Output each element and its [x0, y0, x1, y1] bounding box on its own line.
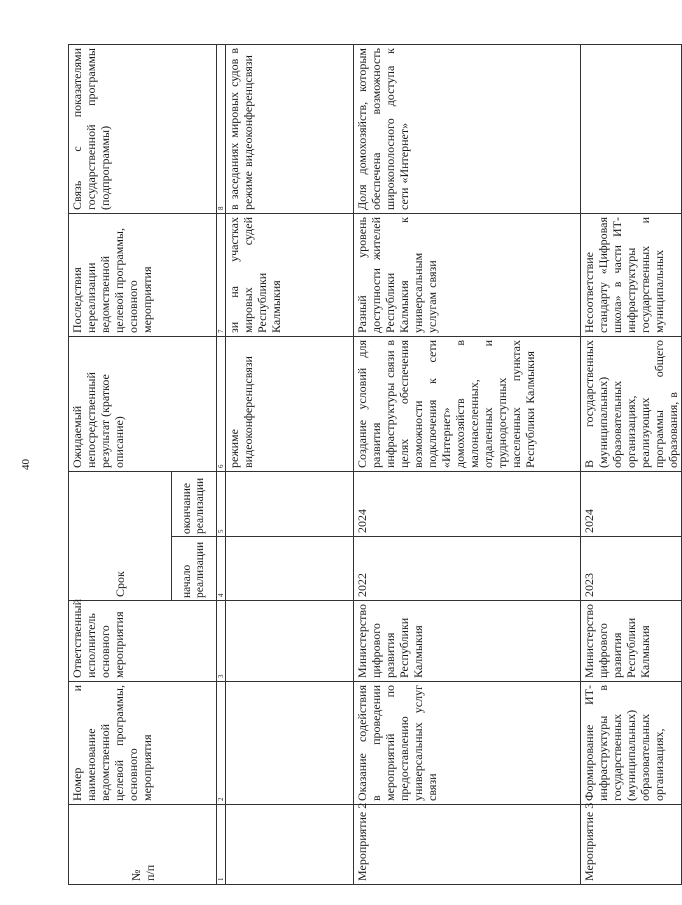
- col-number: 2: [217, 682, 226, 805]
- row-num: Мероприятие 2: [354, 805, 581, 885]
- col-number: 1: [217, 805, 226, 885]
- header-responsible: Ответственный исполнитель основного мероприятия: [69, 601, 217, 682]
- row-responsible: Министерство цифрового развития Республики Калмыкия: [354, 601, 581, 682]
- header-consequences: Последствия нереализации ведомственной целевой программы, основного мероприятия: [69, 214, 217, 337]
- row-end: 2024: [354, 472, 581, 537]
- header-row: [69, 45, 172, 885]
- header-end: окончание реализации: [172, 472, 217, 537]
- row-link: Доля домохозяйств, которым обеспечена возможность широкополосного доступа к сети «Интернет»: [354, 45, 581, 214]
- col-number: 5: [217, 472, 226, 537]
- row-name: Формирование ИТ-инфраструктуры в государственных (муниципальных) образовательных организациях,: [581, 682, 682, 805]
- row-start: 2022: [354, 537, 581, 601]
- row-link: в заседаниях мировых судов в режиме видеоконференцсвязи: [226, 45, 354, 214]
- row-result: режиме видеоконференцсвязи: [226, 337, 354, 472]
- table-row: [226, 45, 354, 885]
- rotated-page: [68, 45, 680, 885]
- col-number: 4: [217, 537, 226, 601]
- table-row: [354, 45, 581, 885]
- header-term: Срок: [69, 472, 172, 601]
- col-number: 7: [217, 214, 226, 337]
- row-num: [226, 805, 354, 885]
- row-end: [226, 472, 354, 537]
- row-consequences: Разный уровень доступности жителей Республики Калмыкия к универсальным услугам связи: [354, 214, 581, 337]
- row-result: Создание условий для развития инфраструктуры связи в целях обеспечения возможности подключения к сети «Интернет» домохозяйств в малонаселенных, отдаленных и труднодоступных населенных пунктах Республики Калмыкия: [354, 337, 581, 472]
- header-result: Ожидаемый непосредственный результат (краткое описание): [69, 337, 217, 472]
- column-number-row: [217, 45, 226, 885]
- page-number: 40: [20, 459, 32, 470]
- row-consequences: Несоответствие стандарту «Цифровая школа» в части ИТ-инфраструктуры государственных и муниципальных: [581, 214, 682, 337]
- row-responsible: [226, 601, 354, 682]
- row-num: Мероприятие 3: [581, 805, 682, 885]
- header-start: начало реализации: [172, 537, 217, 601]
- col-number: 8: [217, 45, 226, 214]
- program-table: [68, 44, 682, 885]
- row-link: [581, 45, 682, 214]
- row-end: 2024: [581, 472, 682, 537]
- row-start: [226, 537, 354, 601]
- table-row: [581, 45, 682, 885]
- col-number: 6: [217, 337, 226, 472]
- row-result: В государственных (муниципальных) образовательных организациях, реализующих программы общего образования, в: [581, 337, 682, 472]
- row-start: 2023: [581, 537, 682, 601]
- row-name: Оказание содействия в проведении мероприятий по предоставлению универсальных услуг связи: [354, 682, 581, 805]
- row-name: [226, 682, 354, 805]
- header-link: Связь с показателями государственной программы (подпрограммы): [69, 45, 217, 214]
- header-name: Номер и наименование ведомственной целевой программы, основного мероприятия: [69, 682, 217, 805]
- header-num: № п/п: [69, 805, 217, 885]
- col-number: 3: [217, 601, 226, 682]
- row-consequences: зи на участках мировых судей Республики Калмыкия: [226, 214, 354, 337]
- row-responsible: Министерство цифрового развития Республики Калмыкия: [581, 601, 682, 682]
